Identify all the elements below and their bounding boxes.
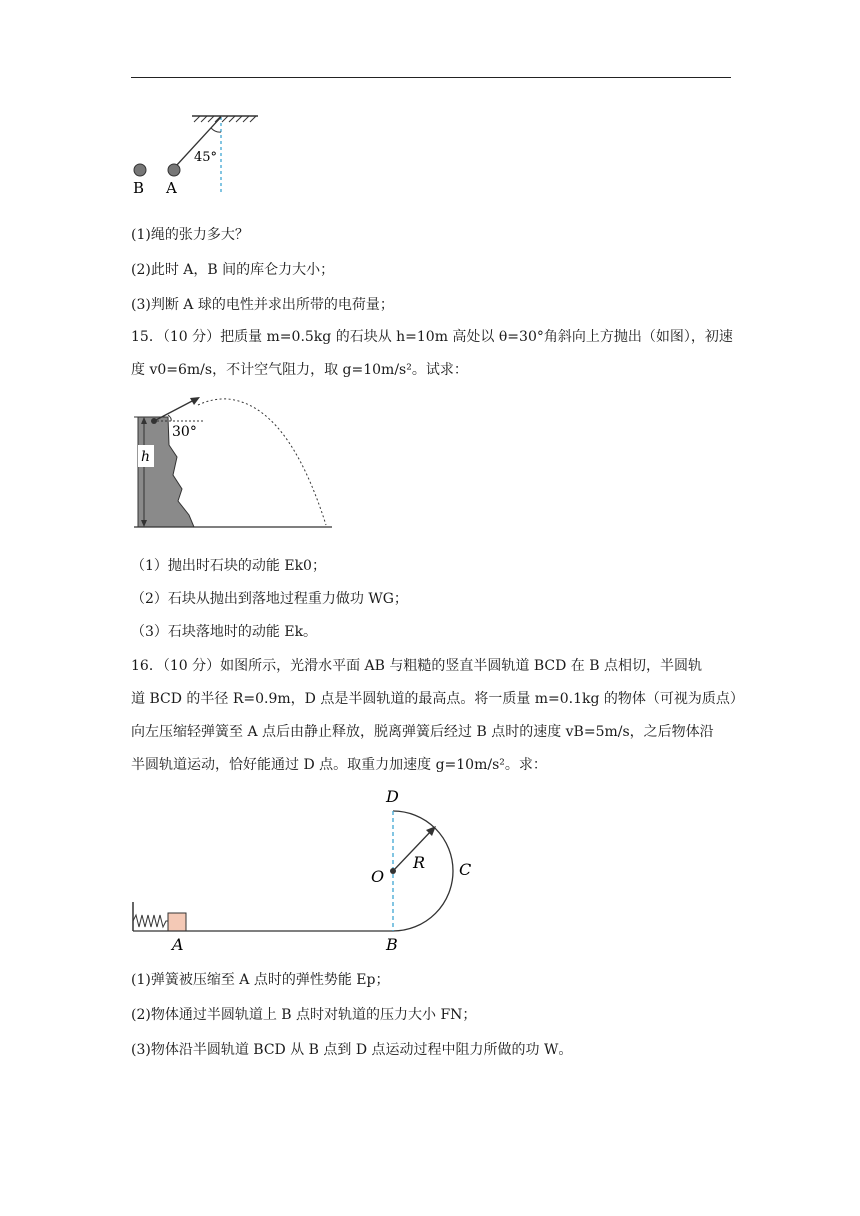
point-d-label: D — [386, 787, 399, 806]
q16-sub2: (2)物体通过半圆轨道上 B 点时对轨道的压力大小 FN； — [131, 1007, 477, 1023]
figure-q16 — [128, 780, 488, 955]
point-c-label: C — [459, 860, 472, 879]
q16-sub1: (1)弹簧被压缩至 A 点时的弹性势能 Ep； — [131, 972, 390, 988]
figure-q15 — [128, 395, 338, 535]
point-a-label: A — [172, 935, 184, 954]
ball-a-label: A — [166, 179, 177, 197]
figure-q14 — [128, 108, 268, 200]
center-o-label: O — [371, 867, 385, 886]
header-rule — [131, 77, 731, 78]
q15-stem-line1: 15．（10 分）把质量 m=0.5kg 的石块从 h=10m 高处以 θ=30°角斜向上方抛出（如图），初速 — [131, 329, 733, 345]
q14-sub3: (3)判断 A 球的电性并求出所带的电荷量； — [131, 297, 394, 313]
height-h-label: h — [141, 449, 151, 465]
angle-45-label: 45° — [194, 150, 218, 165]
q14-sub2: (2)此时 A，B 间的库仑力大小； — [131, 262, 335, 278]
q16-stem-line4: 半圆轨道运动，恰好能通过 D 点。取重力加速度 g=10m/s²。求： — [131, 757, 547, 773]
q15-sub1: （1）抛出时石块的动能 Ek0； — [131, 558, 326, 574]
ball-b-label: B — [133, 179, 145, 197]
q16-sub3: (3)物体沿半圆轨道 BCD 从 B 点到 D 点运动过程中阻力所做的功 W。 — [131, 1042, 573, 1058]
q15-sub2: （2）石块从抛出到落地过程重力做功 WG； — [131, 591, 408, 607]
point-b-label: B — [386, 935, 398, 954]
angle-30-label: 30° — [172, 424, 197, 440]
q16-stem-line2: 道 BCD 的半径 R=0.9m，D 点是半圆轨道的最高点。将一质量 m=0.1kg 的物体（可视为质点） — [131, 691, 744, 707]
radius-r-label: R — [413, 853, 426, 872]
q15-sub3: （3）石块落地时的动能 Ek。 — [131, 624, 318, 640]
q14-sub1: (1)绳的张力多大？ — [131, 227, 249, 243]
q16-stem-line3: 向左压缩轻弹簧至 A 点后由静止释放，脱离弹簧后经过 B 点时的速度 vB=5m/s，之后物体沿 — [131, 724, 714, 740]
q15-stem-line2: 度 v0=6m/s，不计空气阻力，取 g=10m/s²。试求： — [131, 362, 468, 378]
q16-stem-line1: 16．（10 分）如图所示，光滑水平面 AB 与粗糙的竖直半圆轨道 BCD 在 B 点相切，半圆轨 — [131, 658, 702, 674]
